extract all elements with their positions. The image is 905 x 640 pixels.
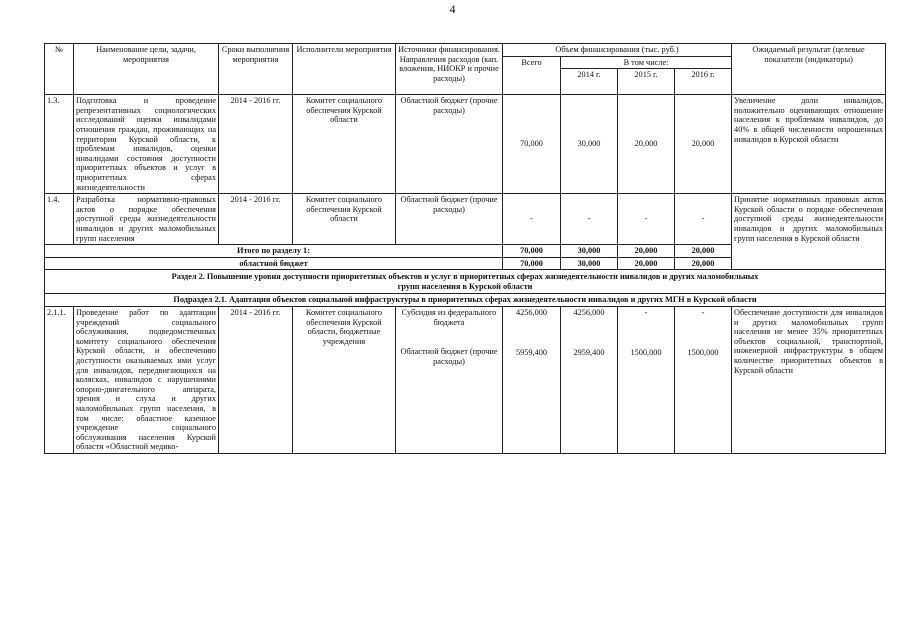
regional-2015: 20,000 <box>618 257 675 270</box>
regional-2014: 30,000 <box>561 257 618 270</box>
amount-2016-regional: 1500,000 <box>687 347 719 357</box>
header-executors: Исполнители мероприятия <box>293 44 396 95</box>
activity-name: Разработка нормативно-правовых актов о порядке обеспечения доступной среды жизнедеятельности инвалидов и других маломобильных групп населения <box>74 194 219 245</box>
amount-2015 <box>618 307 675 454</box>
amount-total-federal: 4256,000 <box>515 308 548 318</box>
row-number: 1.3. <box>45 95 74 194</box>
amount-2014 <box>561 307 618 454</box>
table-row <box>45 95 886 194</box>
section-heading-row <box>45 270 886 294</box>
header-2015: 2015 г. <box>618 69 675 95</box>
activity-executor: Комитет социального обеспечения Курской области <box>293 95 396 194</box>
funding-source-federal: Субсидия из федерального бюджета <box>401 308 497 327</box>
subtotal-2014: 30,000 <box>561 245 618 258</box>
funding-sources <box>396 307 503 454</box>
amount-2015-federal: - <box>644 308 648 318</box>
amount-2016 <box>675 307 732 454</box>
header-result: Ожидаемый результат (целевые показатели (индикаторы) <box>732 44 886 95</box>
activity-name: Подготовка и проведение репрезентативных социологических исследований оценки инвалидами отношения граждан, проживающих на территории Курской области, к проблемам инвалидов, оценки инвалидами состояния доступности приоритетных объектов и услуг в приоритетных сферах жизнедеятельности <box>74 95 219 194</box>
table-row <box>45 307 886 454</box>
activity-terms: 2014 - 2016 гг. <box>219 95 293 194</box>
subsection-heading-row <box>45 294 886 307</box>
amount-2015-regional: 1500,000 <box>630 347 662 357</box>
header-sources: Источники финансирования. Направления расходов (кап. вложения, НИОКР и прочие расходы) <box>396 44 503 95</box>
header-volume: Объем финансирования (тыс. руб.) <box>503 44 732 57</box>
amount-2014: - <box>561 194 618 245</box>
table-row <box>45 194 886 245</box>
funding-source: Областной бюджет (прочие расходы) <box>396 95 503 194</box>
expected-result: Увеличение доли инвалидов, положительно оценивающих отношение населения к проблемам инвалидов, до 40% в общей численности опрошенных инвалидов в Курской области <box>732 95 886 194</box>
subtotal-2016: 20,000 <box>675 245 732 258</box>
page-number: 4 <box>449 2 456 16</box>
funding-source: Областной бюджет (прочие расходы) <box>396 194 503 245</box>
regional-total: 70,000 <box>503 257 561 270</box>
subtotal-label: Итого по разделу 1: <box>45 245 503 258</box>
header-total: Всего <box>503 56 561 95</box>
header-name: Наименование цели, задачи, мероприятия <box>74 44 219 95</box>
program-table <box>44 43 886 454</box>
header-terms: Сроки выполнения мероприятия <box>219 44 293 95</box>
amount-2014: 30,000 <box>561 95 618 194</box>
header-row <box>45 44 886 57</box>
amount-2016-federal: - <box>701 308 705 318</box>
funding-source-regional: Областной бюджет (прочие расходы) <box>400 347 498 366</box>
activity-executor: Комитет социального обеспечения Курской области <box>293 194 396 245</box>
subtotal-2015: 20,000 <box>618 245 675 258</box>
amount-2014-regional: 2959,400 <box>573 347 605 357</box>
amount-2015: 20,000 <box>618 95 675 194</box>
amount-2016: - <box>675 194 732 245</box>
amount-total <box>503 307 561 454</box>
amount-2014-federal: 4256,000 <box>573 308 605 318</box>
regional-budget-label: областной бюджет <box>45 257 503 270</box>
amount-total-regional: 5959,400 <box>515 347 548 357</box>
row-number: 2.1.1. <box>45 307 74 454</box>
header-including: В том числе: <box>561 56 732 69</box>
header-2014: 2014 г. <box>561 69 618 95</box>
activity-terms: 2014 - 2016 гг. <box>219 194 293 245</box>
subtotal-total: 70,000 <box>503 245 561 258</box>
regional-2016: 20,000 <box>675 257 732 270</box>
amount-2015: - <box>618 194 675 245</box>
expected-result: Обеспечение доступности для инвалидов и других маломобильных групп населения не менее 35% приоритетных объектов социальной, транспортной, инженерной инфраструктуры в общем количестве приоритетных объектов в Курской области <box>732 307 886 454</box>
header-2016: 2016 г. <box>675 69 732 95</box>
activity-executor: Комитет социального обеспечения Курской области, бюджетные учреждения <box>293 307 396 454</box>
expected-result: Принятие нормативных правовых актов Курской области о порядке обеспечения доступной среды жизнедеятельности инвалидов и других маломобильных групп населения в Курской области <box>732 194 886 270</box>
activity-terms: 2014 - 2016 гг. <box>219 307 293 454</box>
amount-2016: 20,000 <box>675 95 732 194</box>
activity-name: Проведение работ по адаптации учреждений социального обслуживания, подведомственных комитету социального обеспечения Курской области, и обеспечению доступности оказываемых ими услуг для инвалидов, передвигающихся на колясках, инвалидов с нарушениями опорно-двигательного аппарата, зрения и слуха и других маломобильных групп населения, в том числе: областное казенное учреждение социального обслуживания населения Курской области «Областной медико- <box>74 307 219 454</box>
subsection-2-1-heading: Подраздел 2.1. Адаптация объектов социальной инфраструктуры в приоритетных сферах жизнедеятельности инвалидов и других МГН в Курской области <box>45 294 886 307</box>
amount-total: 70,000 <box>503 95 561 194</box>
amount-total: - <box>503 194 561 245</box>
header-no: № <box>45 44 74 95</box>
row-number: 1.4. <box>45 194 74 245</box>
section-2-heading: Раздел 2. Повышение уровня доступности приоритетных объектов и услуг в приоритетных сферах жизнедеятельности инвалидов и других маломобильных групп населения в Курской области <box>45 270 886 294</box>
